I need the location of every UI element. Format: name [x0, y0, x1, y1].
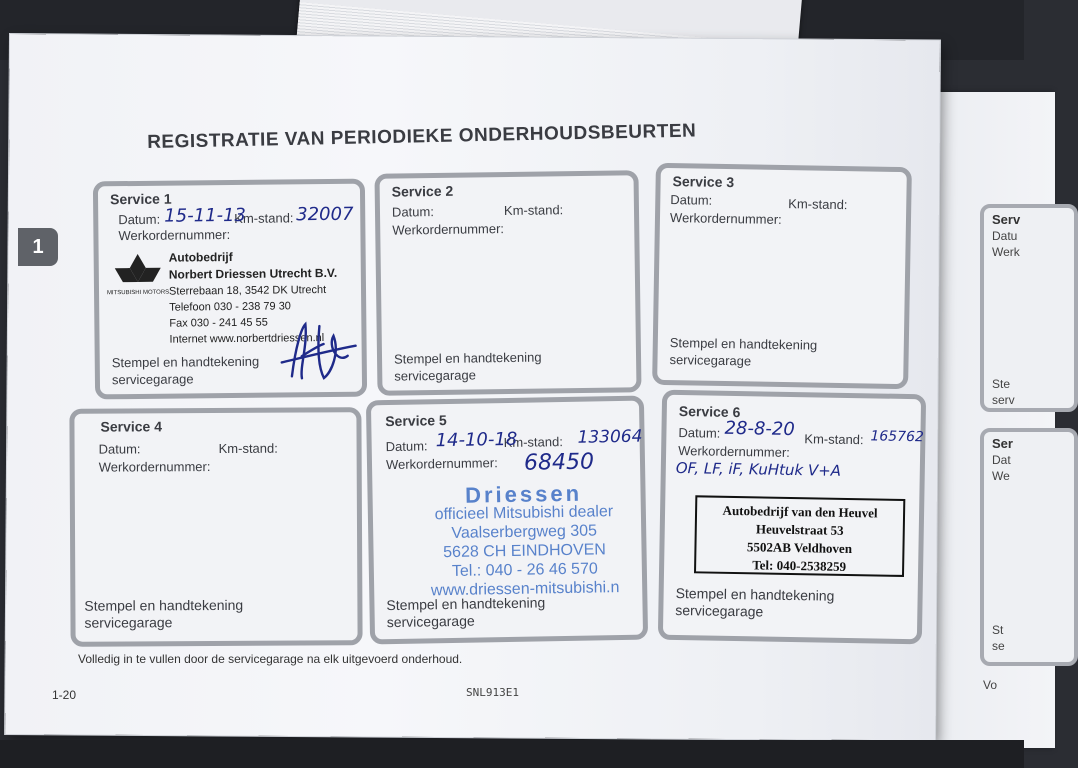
stamp1-line1: Autobedrijf	[168, 249, 233, 265]
service-4-stempel-text: Stempel en handtekening	[84, 596, 244, 614]
stamp1-line3: Sterrebaan 18, 3542 DK Utrecht	[168, 283, 327, 298]
service-4-title: Service 4	[100, 418, 163, 435]
mitsubishi-logo-text: MITSUBISHI MOTORS	[106, 289, 170, 297]
right-service-box-1	[980, 204, 1078, 412]
right-box1-servicegarage: serv	[992, 393, 1015, 407]
service-1-datum-value: 15-11-13	[164, 204, 247, 227]
stamp1-line6: Internet www.norbertdriessen.nl	[169, 332, 325, 346]
service-5-datum-value: 14-10-18	[435, 428, 518, 452]
service-1-signature	[277, 316, 358, 387]
stamp6-line2: Heuvelstraat 53	[755, 521, 844, 538]
service-2-title: Service 2	[391, 182, 454, 200]
service-3-werkorder-label: Werkordernummer:	[669, 210, 782, 227]
service-4-servicegarage-text: servicegarage	[84, 614, 173, 631]
service-6-stempel-text: Stempel en handtekening	[675, 584, 835, 604]
stamp5-line3: Vaalserbergweg 305	[451, 522, 598, 542]
service-5-werkorder-value: 68450	[523, 449, 595, 476]
right-service-box-2	[980, 428, 1078, 666]
service-5-km-value: 133064	[577, 426, 643, 448]
service-6-title: Service 6	[678, 403, 741, 421]
service-4-stamp-label	[84, 597, 243, 632]
service-2-stamp-label	[394, 349, 542, 385]
service-6-servicegarage-text: servicegarage	[675, 601, 764, 620]
service-5-dealer-stamp	[398, 480, 650, 601]
service-6-stamp-label	[675, 585, 834, 622]
service-6-garage-stamp	[694, 495, 905, 577]
right-box1-stempel: Ste	[992, 377, 1011, 391]
service-5-stamp-label	[386, 594, 545, 631]
service-3-servicegarage-text: servicegarage	[669, 352, 752, 369]
service-3-stamp-label	[669, 334, 817, 371]
service-box-4	[69, 407, 362, 647]
service-4-datum-label: Datum:	[98, 441, 141, 457]
stamp1-line5: Fax 030 - 241 45 55	[169, 316, 268, 330]
background-bottom	[0, 740, 1024, 768]
service-1-servicegarage-text: servicegarage	[111, 371, 194, 388]
stamp5-line2: officieel Mitsubishi dealer	[434, 503, 614, 524]
service-1-stamp-label	[112, 353, 260, 389]
right-box1-datum: Datu	[992, 229, 1018, 243]
service-5-servicegarage-text: servicegarage	[386, 612, 475, 631]
service-6-werkorder-value: OF, LF, iF, KuHtuk V+A	[675, 458, 842, 480]
stamp5-line6: www.driessen-mitsubishi.n	[430, 579, 620, 600]
service-box-1	[93, 179, 367, 400]
right-box1-werk: Werk	[992, 245, 1020, 259]
footer-note: Volledig in te vullen door de servicegarage na elk uitgevoerd onderhoud.	[78, 652, 463, 666]
service-1-km-value: 32007	[296, 203, 354, 226]
service-5-km-label: Km-stand:	[503, 434, 564, 451]
service-1-title: Service 1	[109, 190, 172, 208]
chapter-tab: 1	[18, 228, 58, 266]
service-1-datum-label: Datum:	[118, 211, 161, 228]
service-2-stempel-text: Stempel en handtekening	[393, 349, 542, 367]
right-box2-stempel: St	[992, 623, 1004, 637]
service-box-3	[652, 163, 912, 389]
service-5-title: Service 5	[385, 412, 447, 430]
service-6-datum-label: Datum:	[678, 425, 721, 441]
service-5-stempel-text: Stempel en handtekening	[386, 594, 546, 614]
service-4-km-label: Km-stand:	[218, 440, 278, 456]
right-footer: Vo	[983, 678, 998, 692]
stamp6-line4: Tel: 040-2538259	[752, 557, 847, 574]
page-number: 1-20	[52, 688, 77, 702]
stamp1-line4: Telefoon 030 - 238 79 30	[169, 300, 291, 314]
service-2-werkorder-label: Werkordernummer:	[392, 221, 505, 238]
service-1-werkorder-label: Werkordernummer:	[118, 226, 231, 244]
document-code: SNL913E1	[466, 686, 519, 699]
service-6-werkorder-label: Werkordernummer:	[678, 443, 790, 460]
stamp6-line1: Autobedrijf van den Heuvel	[722, 502, 878, 521]
stamp5-line4: 5628 CH EINDHOVEN	[443, 541, 607, 562]
service-box-6	[658, 390, 926, 645]
service-5-datum-label: Datum:	[385, 438, 428, 455]
service-1-km-label: Km-stand:	[234, 210, 294, 226]
right-box2-servicegarage: se	[992, 639, 1005, 653]
service-box-5	[366, 396, 648, 645]
service-5-werkorder-label: Werkordernummer:	[385, 455, 498, 473]
service-3-datum-label: Datum:	[670, 192, 713, 208]
service-6-datum-value: 28-8-20	[724, 417, 795, 441]
stamp6-line3: 5502AB Veldhoven	[746, 539, 853, 557]
service-2-datum-label: Datum:	[391, 204, 435, 220]
stamp5-line5: Tel.: 040 - 26 46 570	[451, 560, 598, 580]
service-4-werkorder-label: Werkordernummer:	[98, 459, 211, 475]
service-box-2	[374, 170, 641, 396]
service-6-km-value: 165762	[870, 428, 925, 446]
service-2-servicegarage-text: servicegarage	[394, 367, 477, 384]
service-1-stempel-text: Stempel en handtekening	[111, 353, 260, 371]
service-3-km-label: Km-stand:	[788, 196, 848, 213]
stamp1-line2: Norbert Driessen Utrecht B.V.	[168, 265, 338, 282]
right-box2-datum: Dat	[992, 453, 1011, 467]
service-3-title: Service 3	[672, 173, 735, 191]
service-2-km-label: Km-stand:	[503, 202, 564, 219]
service-3-stempel-text: Stempel en handtekening	[669, 335, 818, 353]
stamp5-line1: Driessen	[464, 480, 583, 508]
right-box2-title: Ser	[992, 436, 1013, 451]
right-box1-title: Serv	[992, 212, 1021, 227]
page-title: REGISTRATIE VAN PERIODIEKE ONDERHOUDSBEURTEN	[147, 120, 697, 153]
right-box2-werk: We	[992, 469, 1010, 483]
service-6-km-label: Km-stand:	[804, 431, 864, 448]
mitsubishi-logo-icon	[106, 252, 170, 310]
